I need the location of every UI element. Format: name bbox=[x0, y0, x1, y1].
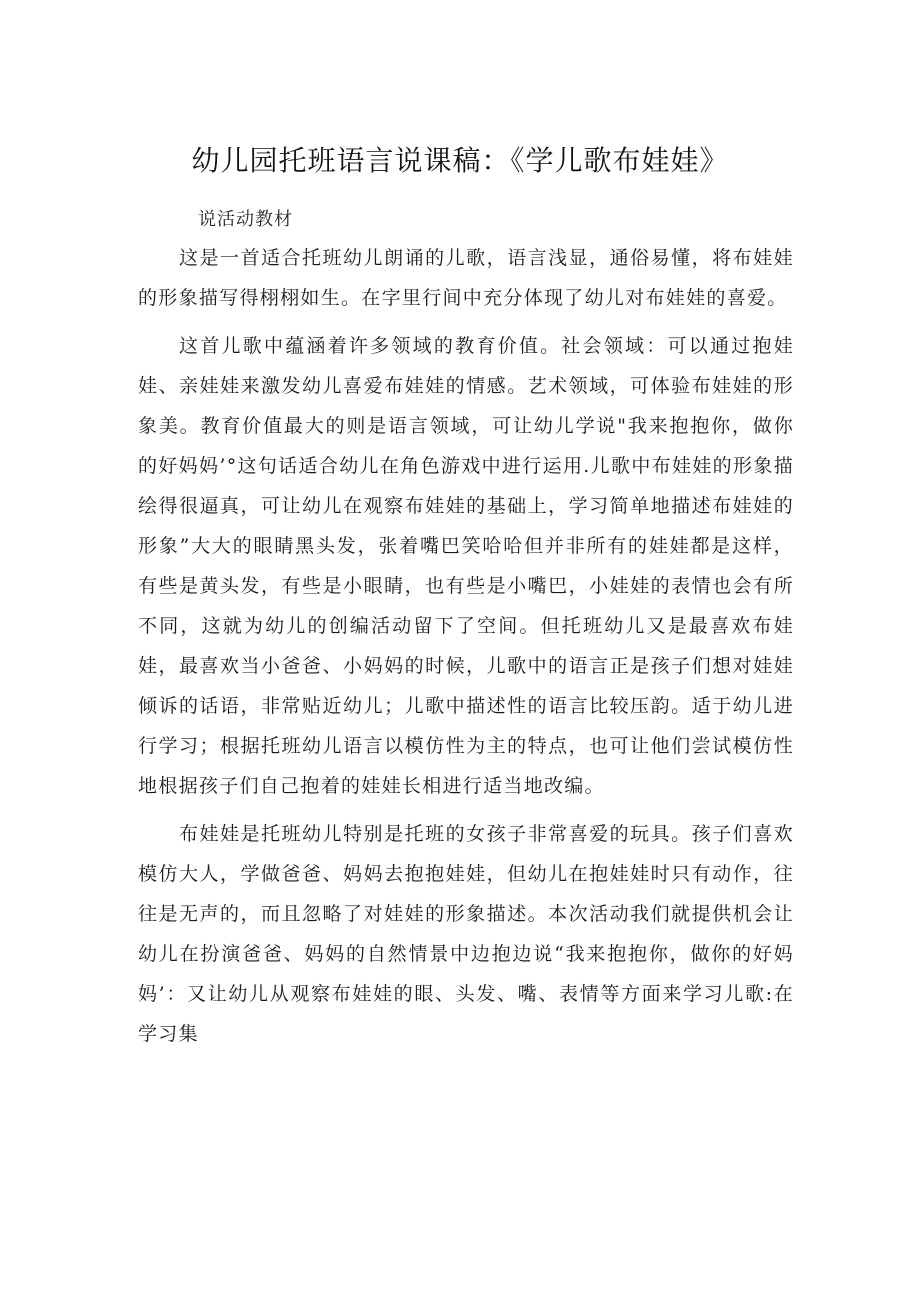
section-heading: 说活动教材 bbox=[198, 209, 293, 230]
paragraph-2: 这首儿歌中蕴涵着许多领域的教育价值。社会领域：可以通过抱娃娃、亲娃娃来激发幼儿喜爱布娃娃的情感。艺术领域，可体验布娃娃的形象美。教育价值最大的则是语言领域，可让幼儿学说"我来抱抱你，做你的好妈妈’°这句话适合幼儿在角色游戏中进行运用.儿歌中布娃娃的形象描绘得很逼真，可让幼儿在观察布娃娃的基础上，学习简单地描述布娃娃的形象”大大的眼睛黑头发，张着嘴巴笑哈哈但并非所有的娃娃都是这样，有些是黄头发，有些是小眼睛，也有些是小嘴巴，小娃娃的表情也会有所不同，这就为幼儿的创编活动留下了空间。但托班幼儿又是最喜欢布娃娃，最喜欢当小爸爸、小妈妈的时候，儿歌中的语言正是孩子们想对娃娃倾诉的话语，非常贴近幼儿；儿歌中描述性的语言比较压韵。适于幼儿进行学习；根据托班幼儿语言以模仿性为主的特点，也可让他们尝试模仿性地根据孩子们自己抱着的娃娃长相进行适当地改编。 bbox=[138, 335, 794, 797]
document-body bbox=[138, 238, 794, 1062]
document-title: 幼儿园托班语言说课稿：《学儿歌布娃娃》 bbox=[191, 144, 729, 177]
paragraph-1: 这是一首适合托班幼儿朗诵的儿歌，语言浅显，通俗易懂，将布娃娃的形象描写得栩栩如生。在字里行间中充分体现了幼儿对布娃娃的喜爱。 bbox=[138, 247, 794, 309]
paragraph-3: 布娃娃是托班幼儿特别是托班的女孩子非常喜爱的玩具。孩子们喜欢模仿大人，学做爸爸、妈妈去抱抱娃娃，但幼儿在抱娃娃时只有动作，往往是无声的，而且忽略了对娃娃的形象描述。本次活动我们就提供机会让幼儿在扮演爸爸、妈妈的自然情景中边抱边说“我来抱抱你，做你的好妈妈’：又让幼儿从观察布娃娃的眼、头发、嘴、表情等方面来学习儿歌:在学习集 bbox=[138, 823, 794, 1045]
